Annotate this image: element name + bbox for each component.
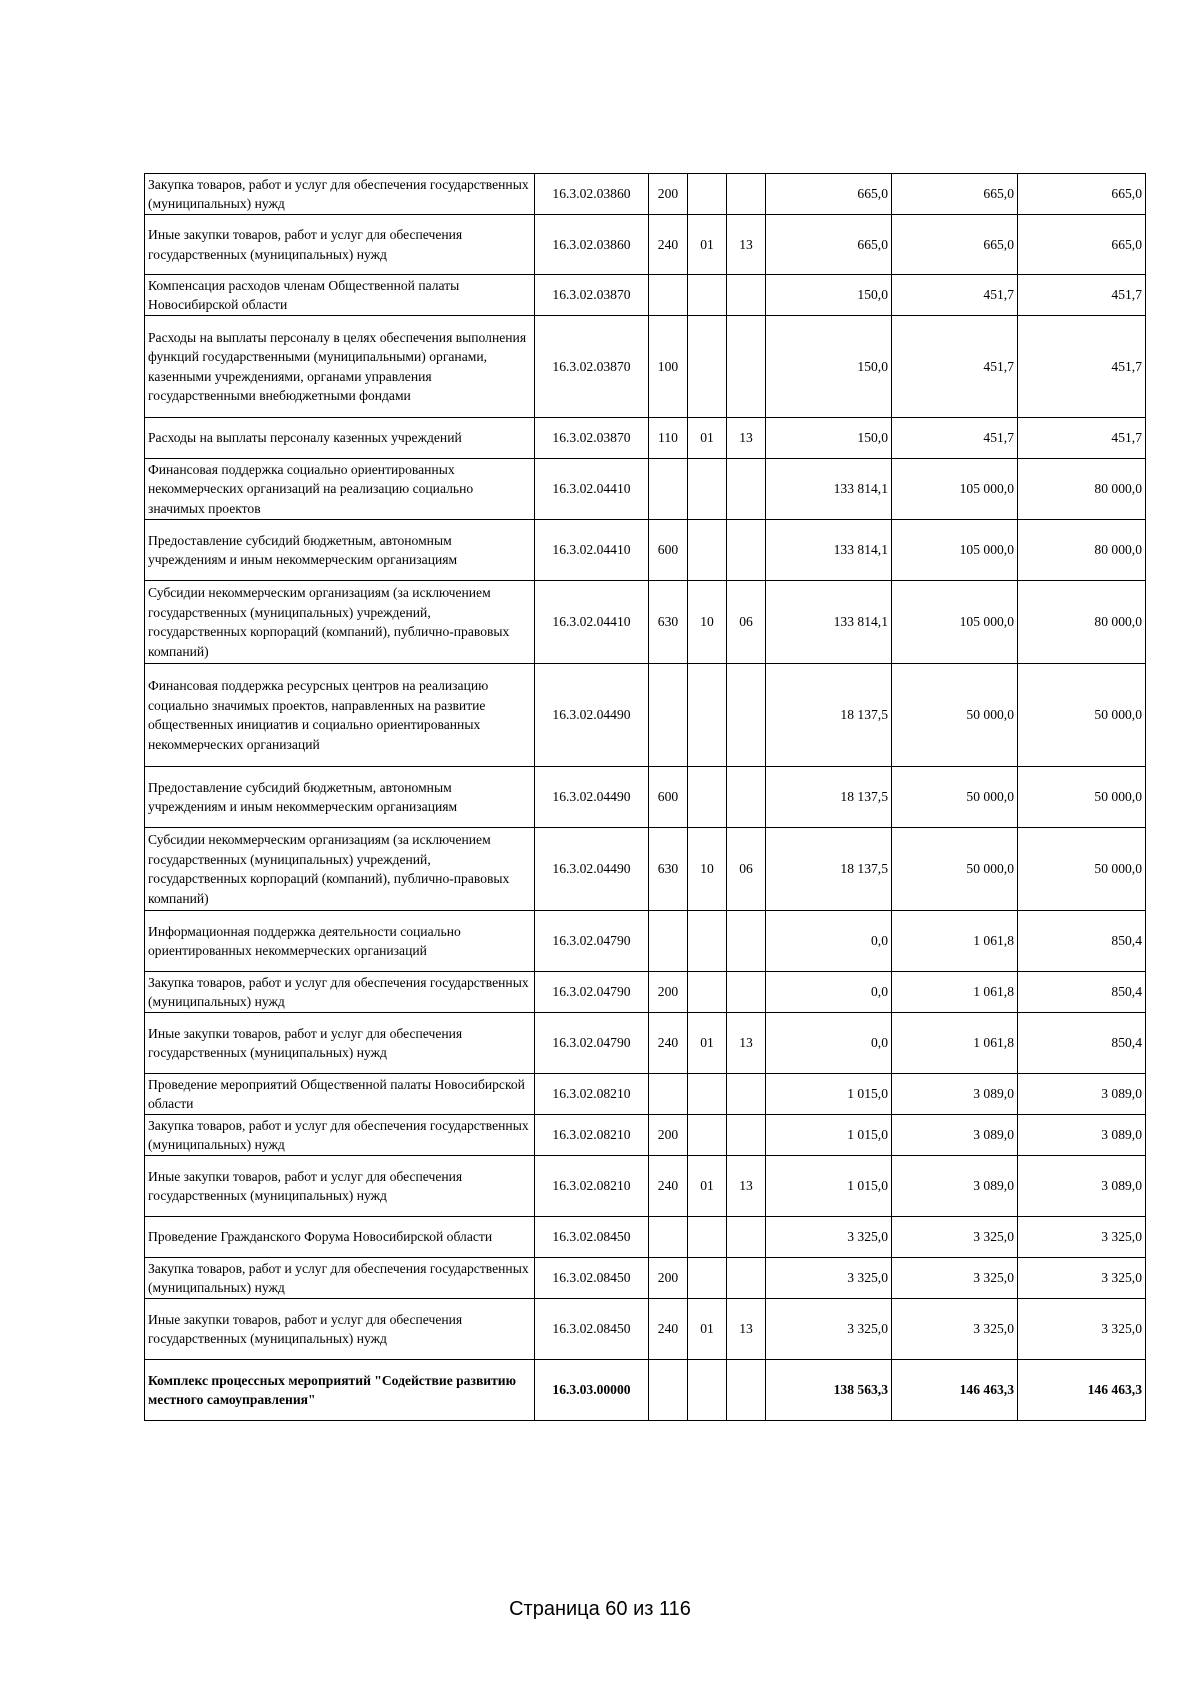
table-row xyxy=(145,174,1146,215)
row-rz xyxy=(688,972,727,1013)
page-number: Страница 60 из 116 xyxy=(509,1598,691,1620)
row-vr: 200 xyxy=(649,972,688,1013)
row-code: 16.3.02.04790 xyxy=(535,1013,649,1074)
row-code: 16.3.02.04490 xyxy=(535,664,649,767)
row-vr: 100 xyxy=(649,316,688,418)
row-pr: 13 xyxy=(727,1299,766,1360)
row-year3: 50 000,0 xyxy=(1018,664,1146,767)
row-pr: 13 xyxy=(727,215,766,275)
row-pr: 13 xyxy=(727,1156,766,1217)
row-year2: 665,0 xyxy=(892,215,1018,275)
row-year2: 3 325,0 xyxy=(892,1217,1018,1258)
row-code: 16.3.02.04790 xyxy=(535,972,649,1013)
row-year1: 18 137,5 xyxy=(766,664,892,767)
table-row xyxy=(145,911,1146,972)
row-rz: 01 xyxy=(688,1013,727,1074)
row-vr: 200 xyxy=(649,174,688,215)
table-row xyxy=(145,767,1146,828)
row-rz xyxy=(688,1258,727,1299)
row-name: Субсидии некоммерческим организациям (за исключением государственных (муниципальных) учреждений, государственных корпораций (компаний), публично-правовых компаний) xyxy=(145,828,535,911)
row-pr: 06 xyxy=(727,828,766,911)
row-code: 16.3.02.04490 xyxy=(535,828,649,911)
row-vr: 630 xyxy=(649,581,688,664)
row-code: 16.3.02.03870 xyxy=(535,418,649,459)
row-rz xyxy=(688,767,727,828)
table-row xyxy=(145,1258,1146,1299)
row-pr xyxy=(727,459,766,520)
row-year1: 18 137,5 xyxy=(766,828,892,911)
row-year3: 146 463,3 xyxy=(1018,1360,1146,1421)
row-pr xyxy=(727,1115,766,1156)
table-row xyxy=(145,581,1146,664)
row-rz: 01 xyxy=(688,1156,727,1217)
row-year3: 850,4 xyxy=(1018,972,1146,1013)
row-code: 16.3.02.08450 xyxy=(535,1217,649,1258)
row-year1: 1 015,0 xyxy=(766,1156,892,1217)
table-row xyxy=(145,418,1146,459)
row-pr: 06 xyxy=(727,581,766,664)
row-year1: 150,0 xyxy=(766,316,892,418)
table-row xyxy=(145,1013,1146,1074)
row-vr xyxy=(649,275,688,316)
row-name: Комплекс процессных мероприятий "Содействие развитию местного самоуправления" xyxy=(145,1360,535,1421)
row-year3: 451,7 xyxy=(1018,418,1146,459)
row-code: 16.3.02.03870 xyxy=(535,275,649,316)
row-pr xyxy=(727,664,766,767)
row-name: Информационная поддержка деятельности социально ориентированных некоммерческих организаций xyxy=(145,911,535,972)
row-pr: 13 xyxy=(727,418,766,459)
table-row xyxy=(145,1156,1146,1217)
row-name: Иные закупки товаров, работ и услуг для обеспечения государственных (муниципальных) нужд xyxy=(145,1156,535,1217)
row-year1: 138 563,3 xyxy=(766,1360,892,1421)
row-year3: 850,4 xyxy=(1018,911,1146,972)
row-year2: 50 000,0 xyxy=(892,828,1018,911)
row-year2: 1 061,8 xyxy=(892,1013,1018,1074)
row-year2: 146 463,3 xyxy=(892,1360,1018,1421)
row-vr: 600 xyxy=(649,520,688,581)
row-name: Проведение мероприятий Общественной палаты Новосибирской области xyxy=(145,1074,535,1115)
row-code: 16.3.02.08210 xyxy=(535,1156,649,1217)
row-vr xyxy=(649,911,688,972)
row-year3: 451,7 xyxy=(1018,275,1146,316)
row-pr xyxy=(727,911,766,972)
row-year3: 3 325,0 xyxy=(1018,1299,1146,1360)
row-year2: 105 000,0 xyxy=(892,459,1018,520)
table-row xyxy=(145,828,1146,911)
row-pr xyxy=(727,275,766,316)
row-code: 16.3.02.04410 xyxy=(535,581,649,664)
row-rz xyxy=(688,459,727,520)
table-body xyxy=(145,174,1146,1421)
row-name: Закупка товаров, работ и услуг для обеспечения государственных (муниципальных) нужд xyxy=(145,1115,535,1156)
table-row xyxy=(145,1217,1146,1258)
row-year3: 3 089,0 xyxy=(1018,1115,1146,1156)
row-pr xyxy=(727,1074,766,1115)
row-year3: 80 000,0 xyxy=(1018,581,1146,664)
row-code: 16.3.02.04410 xyxy=(535,459,649,520)
table-row xyxy=(145,972,1146,1013)
row-rz xyxy=(688,520,727,581)
row-year3: 50 000,0 xyxy=(1018,828,1146,911)
table-row xyxy=(145,275,1146,316)
row-vr xyxy=(649,664,688,767)
row-year1: 3 325,0 xyxy=(766,1217,892,1258)
row-year1: 133 814,1 xyxy=(766,520,892,581)
row-code: 16.3.02.03870 xyxy=(535,316,649,418)
row-rz: 01 xyxy=(688,418,727,459)
row-name: Расходы на выплаты персоналу в целях обеспечения выполнения функций государственными (муниципальными) органами, казенными учреждениями, органами управления государственными внебюджетными фондами xyxy=(145,316,535,418)
row-rz xyxy=(688,316,727,418)
row-year1: 133 814,1 xyxy=(766,459,892,520)
row-year1: 3 325,0 xyxy=(766,1258,892,1299)
row-vr: 240 xyxy=(649,1299,688,1360)
row-year1: 0,0 xyxy=(766,972,892,1013)
row-pr xyxy=(727,972,766,1013)
row-name: Закупка товаров, работ и услуг для обеспечения государственных (муниципальных) нужд xyxy=(145,1258,535,1299)
row-year3: 50 000,0 xyxy=(1018,767,1146,828)
row-code: 16.3.02.08210 xyxy=(535,1074,649,1115)
row-vr: 200 xyxy=(649,1115,688,1156)
row-name: Субсидии некоммерческим организациям (за исключением государственных (муниципальных) учреждений, государственных корпораций (компаний), публично-правовых компаний) xyxy=(145,581,535,664)
row-code: 16.3.02.04410 xyxy=(535,520,649,581)
row-year1: 150,0 xyxy=(766,275,892,316)
row-year2: 50 000,0 xyxy=(892,664,1018,767)
table-row xyxy=(145,664,1146,767)
row-year1: 18 137,5 xyxy=(766,767,892,828)
row-pr xyxy=(727,1217,766,1258)
row-name: Закупка товаров, работ и услуг для обеспечения государственных (муниципальных) нужд xyxy=(145,174,535,215)
row-year1: 3 325,0 xyxy=(766,1299,892,1360)
row-code: 16.3.02.08450 xyxy=(535,1299,649,1360)
row-year3: 80 000,0 xyxy=(1018,520,1146,581)
row-rz xyxy=(688,1074,727,1115)
row-pr xyxy=(727,1258,766,1299)
row-rz xyxy=(688,911,727,972)
row-code: 16.3.02.03860 xyxy=(535,174,649,215)
row-year1: 1 015,0 xyxy=(766,1074,892,1115)
table-row xyxy=(145,1115,1146,1156)
table-row xyxy=(145,215,1146,275)
row-rz xyxy=(688,275,727,316)
row-name: Закупка товаров, работ и услуг для обеспечения государственных (муниципальных) нужд xyxy=(145,972,535,1013)
row-name: Предоставление субсидий бюджетным, автономным учреждениям и иным некоммерческим организациям xyxy=(145,767,535,828)
row-code: 16.3.02.03860 xyxy=(535,215,649,275)
row-pr xyxy=(727,767,766,828)
row-year3: 3 089,0 xyxy=(1018,1074,1146,1115)
row-rz xyxy=(688,1360,727,1421)
row-vr: 240 xyxy=(649,1013,688,1074)
row-vr xyxy=(649,1074,688,1115)
row-year2: 3 089,0 xyxy=(892,1074,1018,1115)
row-year2: 1 061,8 xyxy=(892,972,1018,1013)
table-row xyxy=(145,1074,1146,1115)
row-year3: 850,4 xyxy=(1018,1013,1146,1074)
row-year2: 1 061,8 xyxy=(892,911,1018,972)
row-code: 16.3.02.08450 xyxy=(535,1258,649,1299)
row-year3: 665,0 xyxy=(1018,215,1146,275)
row-vr xyxy=(649,459,688,520)
row-pr: 13 xyxy=(727,1013,766,1074)
row-year2: 105 000,0 xyxy=(892,520,1018,581)
row-vr: 240 xyxy=(649,1156,688,1217)
row-vr: 630 xyxy=(649,828,688,911)
table-row-total xyxy=(145,1360,1146,1421)
row-year2: 665,0 xyxy=(892,174,1018,215)
row-code: 16.3.02.04490 xyxy=(535,767,649,828)
row-pr xyxy=(727,520,766,581)
row-year2: 3 089,0 xyxy=(892,1156,1018,1217)
row-year1: 665,0 xyxy=(766,174,892,215)
row-year2: 105 000,0 xyxy=(892,581,1018,664)
row-vr xyxy=(649,1217,688,1258)
row-rz: 10 xyxy=(688,828,727,911)
row-vr xyxy=(649,1360,688,1421)
row-rz: 10 xyxy=(688,581,727,664)
row-vr: 110 xyxy=(649,418,688,459)
row-year1: 1 015,0 xyxy=(766,1115,892,1156)
row-rz: 01 xyxy=(688,1299,727,1360)
row-rz xyxy=(688,1115,727,1156)
row-vr: 600 xyxy=(649,767,688,828)
row-year2: 451,7 xyxy=(892,418,1018,459)
row-year2: 451,7 xyxy=(892,275,1018,316)
row-code: 16.3.03.00000 xyxy=(535,1360,649,1421)
row-year1: 0,0 xyxy=(766,911,892,972)
row-year1: 150,0 xyxy=(766,418,892,459)
table-row xyxy=(145,1299,1146,1360)
row-name: Иные закупки товаров, работ и услуг для обеспечения государственных (муниципальных) нужд xyxy=(145,1013,535,1074)
row-year3: 80 000,0 xyxy=(1018,459,1146,520)
row-name: Компенсация расходов членам Общественной палаты Новосибирской области xyxy=(145,275,535,316)
row-year3: 3 325,0 xyxy=(1018,1217,1146,1258)
row-year3: 665,0 xyxy=(1018,174,1146,215)
row-rz xyxy=(688,174,727,215)
row-year1: 665,0 xyxy=(766,215,892,275)
row-pr xyxy=(727,1360,766,1421)
row-vr: 240 xyxy=(649,215,688,275)
row-name: Финансовая поддержка ресурсных центров на реализацию социально значимых проектов, направленных на развитие общественных инициатив и социально ориентированных некоммерческих организаций xyxy=(145,664,535,767)
row-vr: 200 xyxy=(649,1258,688,1299)
row-year2: 3 325,0 xyxy=(892,1299,1018,1360)
row-year2: 3 089,0 xyxy=(892,1115,1018,1156)
row-name: Финансовая поддержка социально ориентированных некоммерческих организаций на реализацию социально значимых проектов xyxy=(145,459,535,520)
row-rz xyxy=(688,1217,727,1258)
table-row xyxy=(145,459,1146,520)
row-code: 16.3.02.08210 xyxy=(535,1115,649,1156)
row-year3: 3 325,0 xyxy=(1018,1258,1146,1299)
table-row xyxy=(145,316,1146,418)
row-rz: 01 xyxy=(688,215,727,275)
row-rz xyxy=(688,664,727,767)
row-name: Предоставление субсидий бюджетным, автономным учреждениям и иным некоммерческим организациям xyxy=(145,520,535,581)
row-code: 16.3.02.04790 xyxy=(535,911,649,972)
row-name: Расходы на выплаты персоналу казенных учреждений xyxy=(145,418,535,459)
row-year3: 3 089,0 xyxy=(1018,1156,1146,1217)
row-name: Иные закупки товаров, работ и услуг для обеспечения государственных (муниципальных) нужд xyxy=(145,1299,535,1360)
row-year3: 451,7 xyxy=(1018,316,1146,418)
row-name: Проведение Гражданского Форума Новосибирской области xyxy=(145,1217,535,1258)
table-row xyxy=(145,520,1146,581)
budget-table xyxy=(144,173,1146,1421)
row-pr xyxy=(727,316,766,418)
row-name: Иные закупки товаров, работ и услуг для обеспечения государственных (муниципальных) нужд xyxy=(145,215,535,275)
row-year1: 133 814,1 xyxy=(766,581,892,664)
row-year2: 3 325,0 xyxy=(892,1258,1018,1299)
row-year2: 451,7 xyxy=(892,316,1018,418)
row-year1: 0,0 xyxy=(766,1013,892,1074)
row-year2: 50 000,0 xyxy=(892,767,1018,828)
row-pr xyxy=(727,174,766,215)
